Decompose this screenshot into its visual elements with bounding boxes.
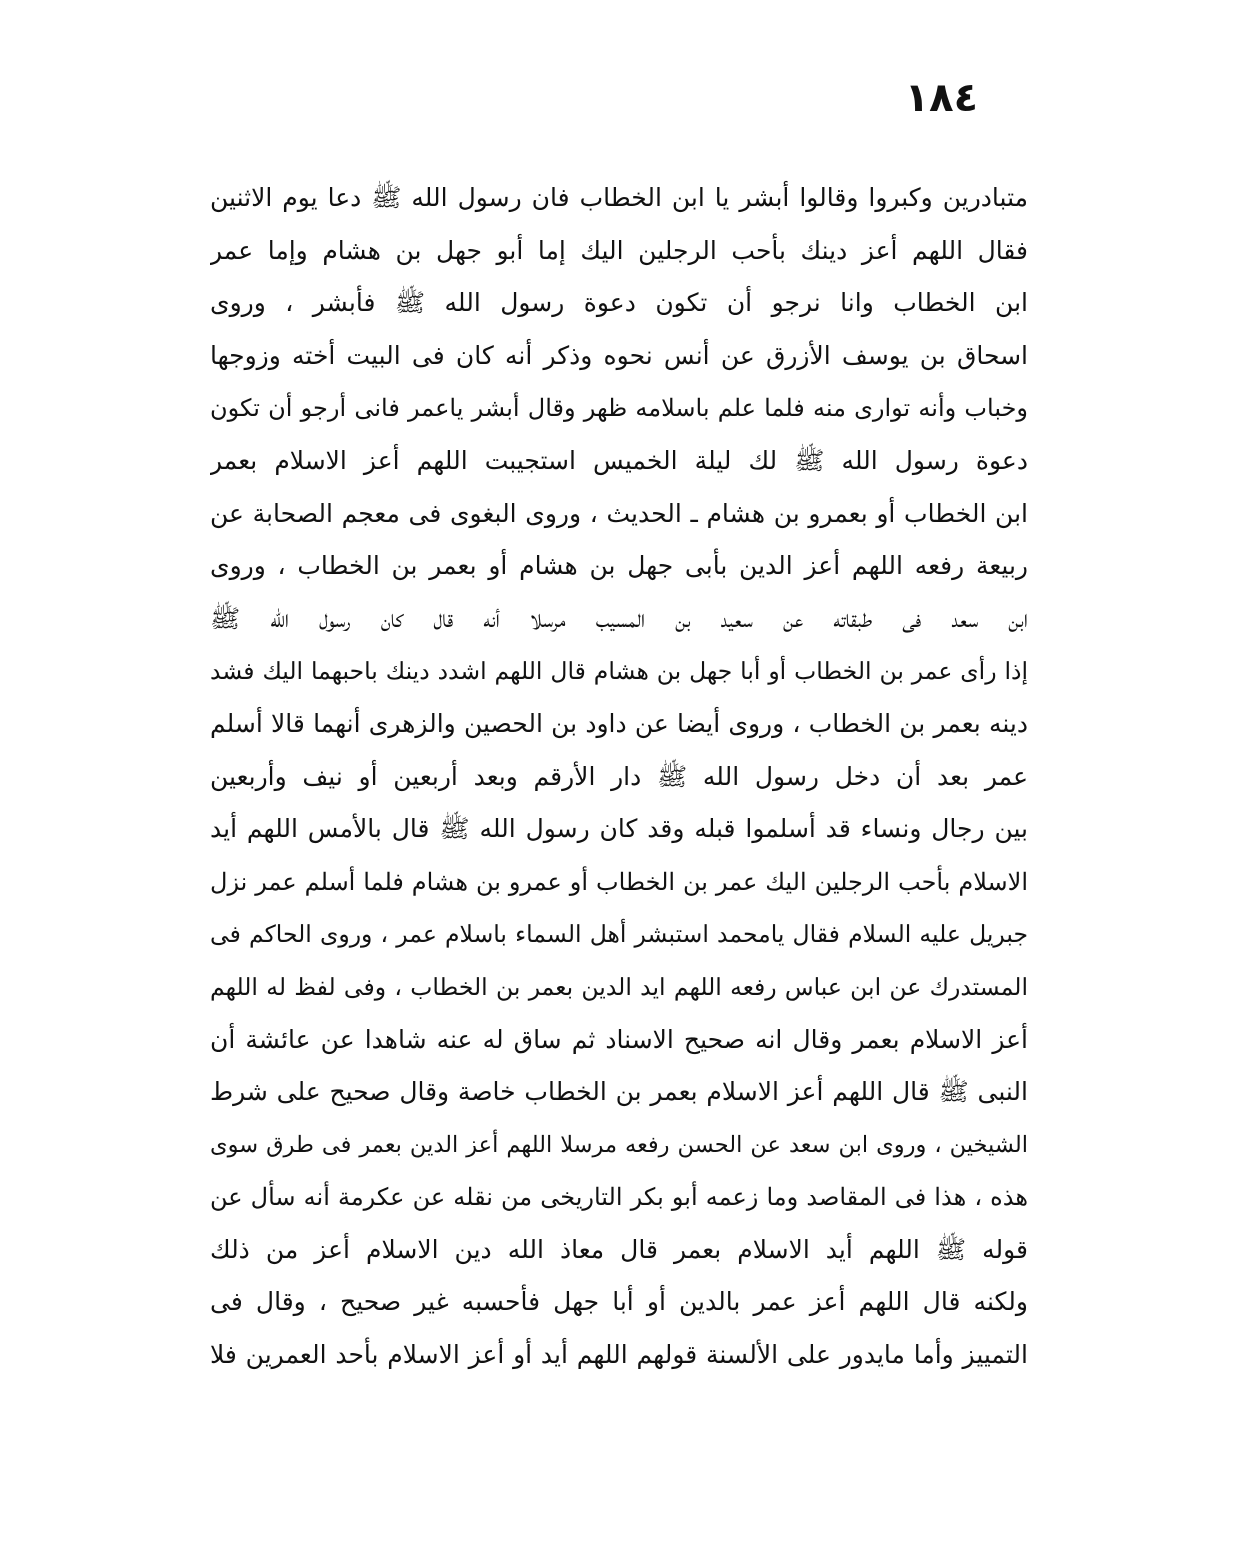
page-number: ١٨٤ [904,75,978,121]
text-line: هذه ، هذا فى المقاصد وما زعمه أبو بكر التاريخى من نقله عن عكرمة أنه سأل عن [210,1183,1028,1212]
text-line: وخباب وأنه توارى منه فلما علم باسلامه ظهر وقال أبشر ياعمر فانى أرجو أن تكون [210,394,1028,423]
text-line: دعوة رسول الله ﷺ لك ليلة الخميس استجيبت اللهم أعز الاسلام بعمر [210,445,1028,475]
text-line: إذا رأى عمر بن الخطاب أو أبا جهل بن هشام قال اللهم اشدد دينك باحبهما اليك فشد [210,657,1028,686]
text-line: ابن سعد فى طبقاته عن سعيد بن المسيب مرسلا أنه قال كان رسول الله ﷺ [210,603,1028,633]
text-line: النبى ﷺ قال اللهم أعز الاسلام بعمر بن الخطاب خاصة وقال صحيح على شرط [210,1077,1028,1107]
text-line: ربيعة رفعه اللهم أعز الدين بأبى جهل بن هشام أو بعمر بن الخطاب ، وروى [210,551,1028,581]
text-line: ابن الخطاب وانا نرجو أن تكون دعوة رسول الله ﷺ فأبشر ، وروى [210,288,1028,318]
text-line: أعز الاسلام بعمر وقال انه صحيح الاسناد ثم ساق له عنه شاهدا عن عائشة أن [210,1024,1028,1054]
text-line: فقال اللهم أعز دينك بأحب الرجلين اليك إما أبو جهل بن هشام وإما عمر [210,235,1028,265]
text-line: عمر بعد أن دخل رسول الله ﷺ دار الأرقم وبعد أربعين أو نيف وأربعين [210,761,1028,791]
text-line: الاسلام بأحب الرجلين اليك عمر بن الخطاب أو عمرو بن هشام فلما أسلم عمر نزل [210,867,1028,896]
body-text [210,172,1028,1382]
text-line: بين رجال ونساء قد أسلموا قبله وقد كان رسول الله ﷺ قال بالأمس اللهم أيد [210,814,1028,844]
text-line: ابن الخطاب أو بعمرو بن هشام ـ الحديث ، وروى البغوى فى معجم الصحابة عن [210,498,1028,528]
text-line: دينه بعمر بن الخطاب ، وروى أيضا عن داود بن الحصين والزهرى أنهما قالا أسلم [210,708,1028,738]
text-line: جبريل عليه السلام فقال يامحمد استبشر أهل السماء باسلام عمر ، وروى الحاكم فى [210,920,1028,949]
text-line: التمييز وأما مايدور على الألسنة قولهم اللهم أيد أو أعز الاسلام بأحد العمرين فلا [210,1340,1028,1370]
text-line: قوله ﷺ اللهم أيد الاسلام بعمر قال معاذ الله دين الاسلام أعز من ذلك [210,1234,1028,1264]
text-line: الشيخين ، وروى ابن سعد عن الحسن رفعه مرسلا اللهم أعز الدين بعمر فى طرق سوى [210,1131,1028,1158]
text-line: متبادرين وكبروا وقالوا أبشر يا ابن الخطاب فان رسول الله ﷺ دعا يوم الاثنين [210,183,1028,212]
text-line: المستدرك عن ابن عباس رفعه اللهم ايد الدين بعمر بن الخطاب ، وفى لفظ له اللهم [210,972,1028,1001]
text-line: اسحاق بن يوسف الأزرق عن أنس نحوه وذكر أنه كان فى البيت أخته وزوجها [210,340,1028,370]
text-line: ولكنه قال اللهم أعز عمر بالدين أو أبا جهل فأحسبه غير صحيح ، وقال فى [210,1287,1028,1317]
